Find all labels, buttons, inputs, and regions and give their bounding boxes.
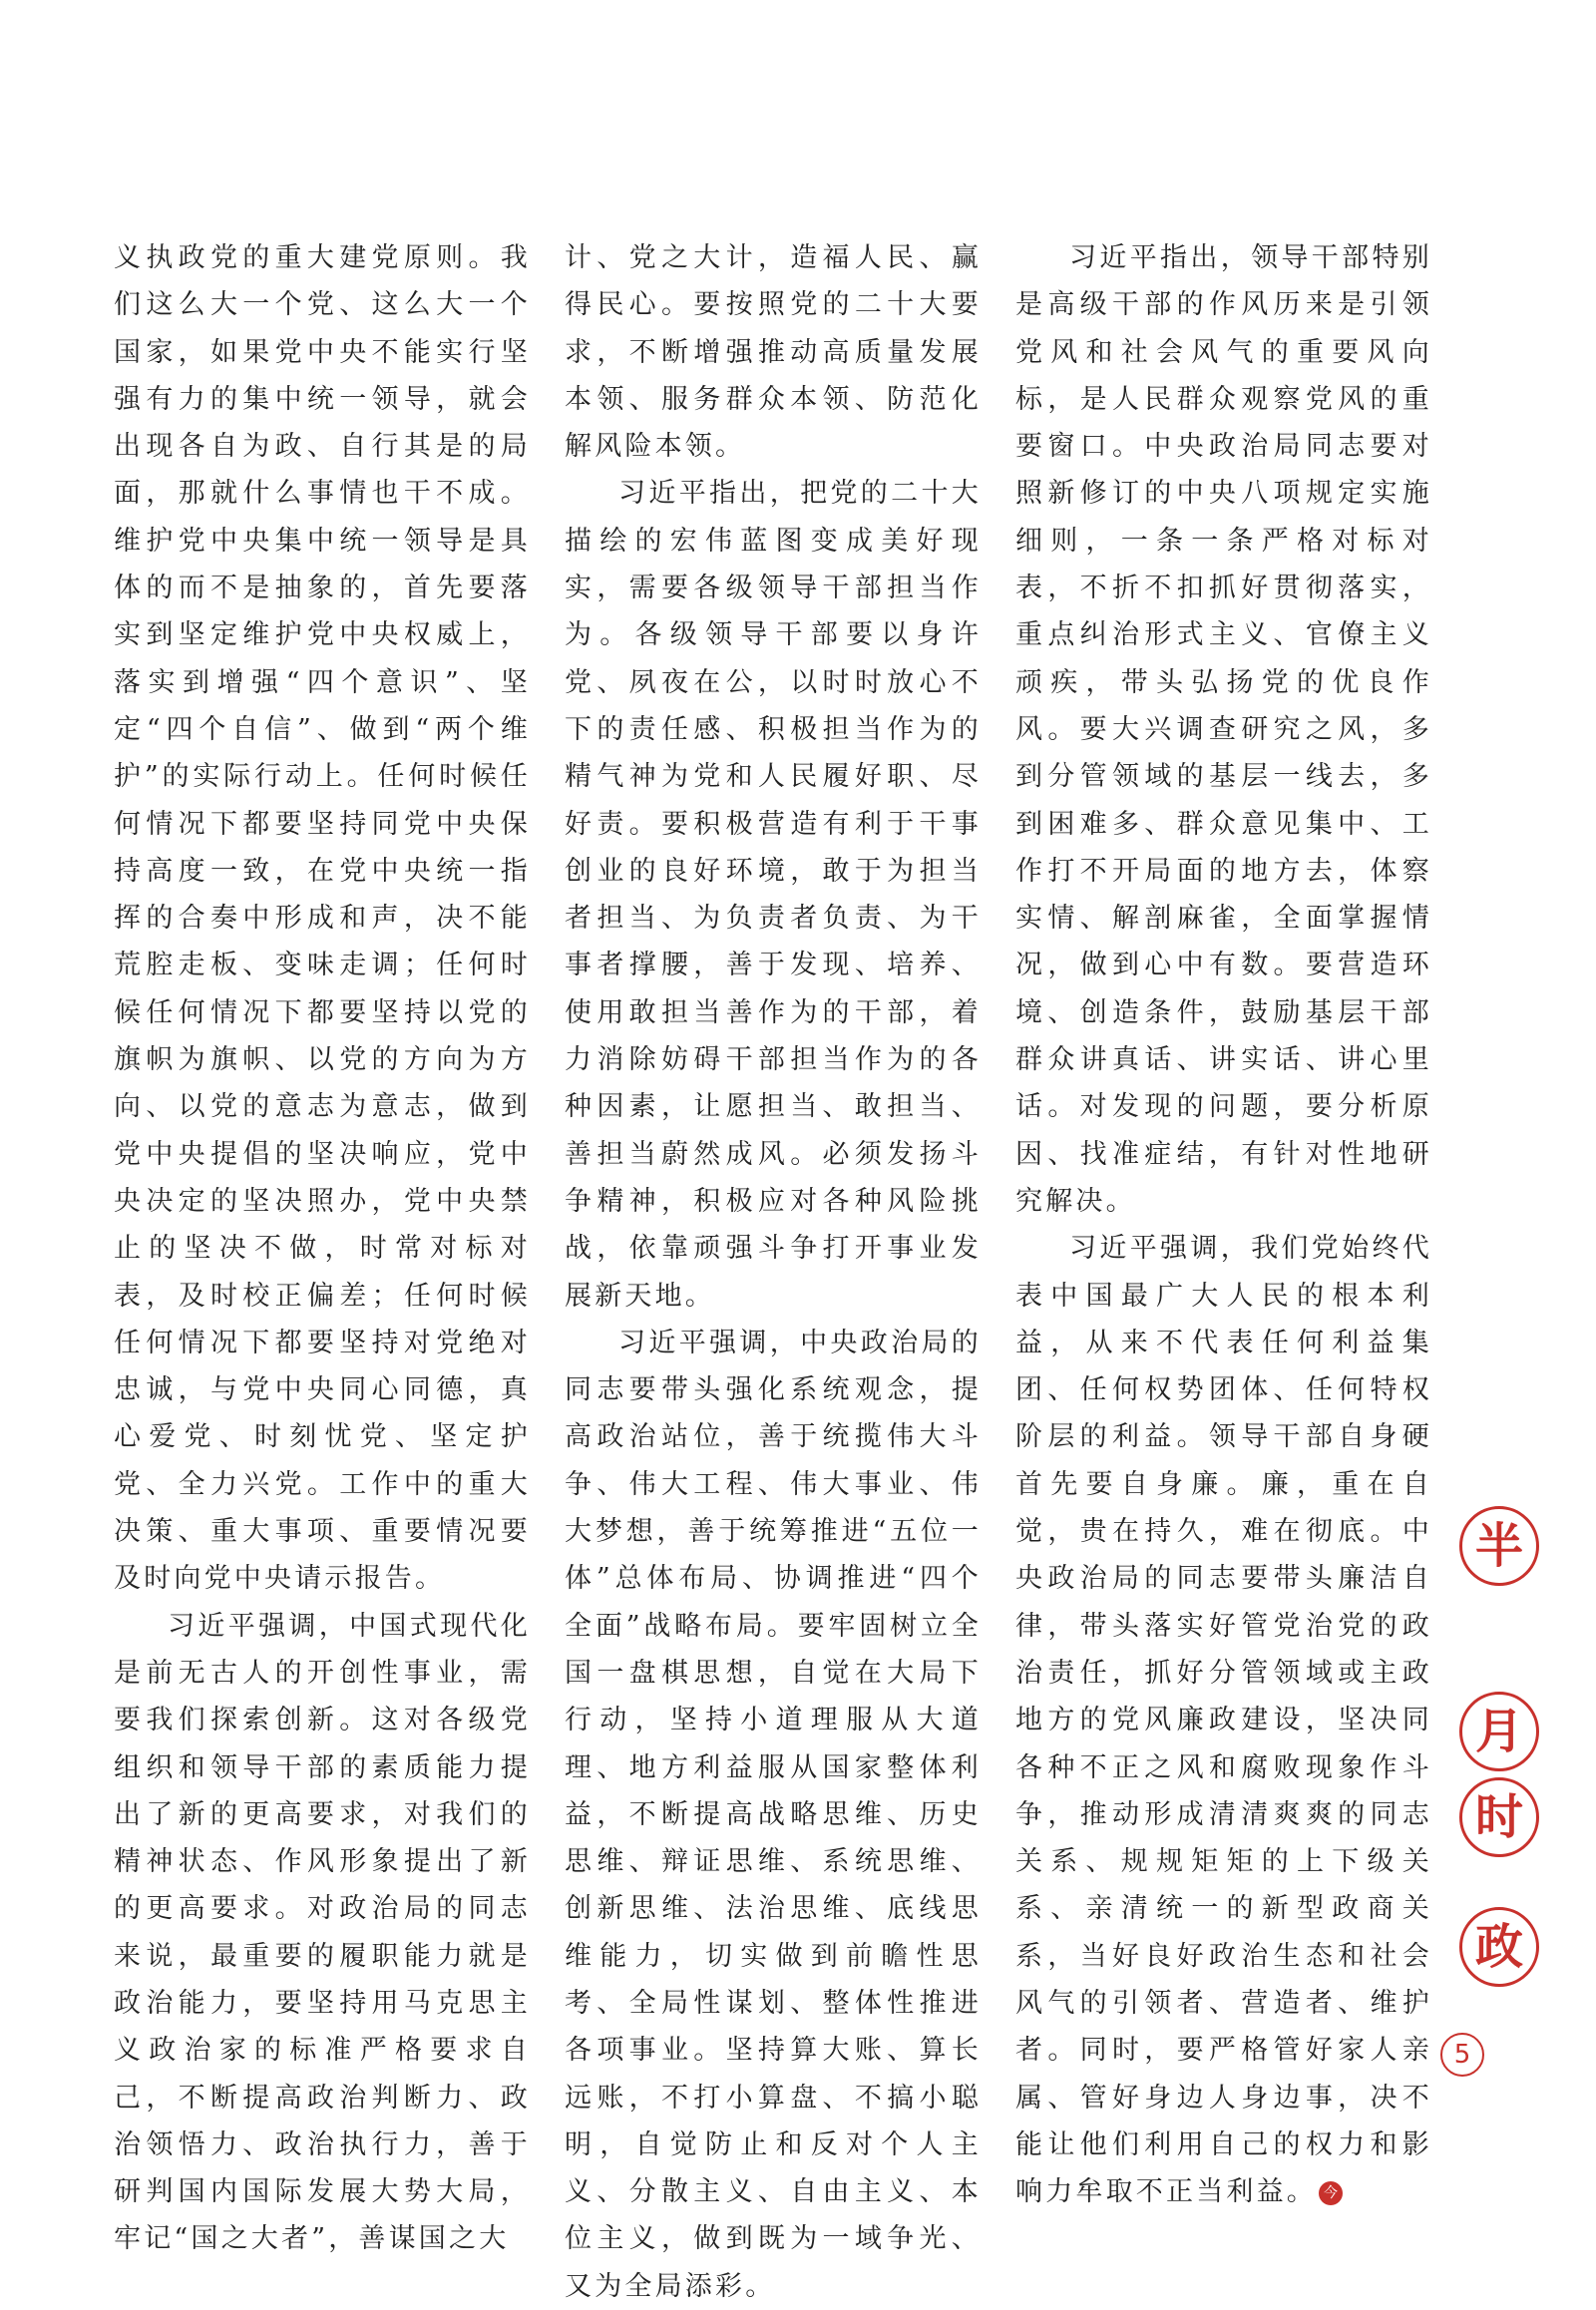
side-label-char: 半 — [1459, 1506, 1539, 1586]
paragraph: 习近平指出，把党的二十大描绘的宏伟蓝图变成美好现实，需要各级领导干部担当作为。各级领导干部要以身许党、夙夜在公，以时时放心不下的责任感、积极担当作为的精气神为党和人民履好职、尽好责。要积极营造有利于干事创业的良好环境，敢于为担当者担当、为负责者负责、为干事者撑腰，善于发现、培养、使用敢担当善作为的干部，着力消除妨碍干部担当作为的各种因素，让愿担当、敢担当、善担当蔚然成风。必须发扬斗争精神，积极应对各种风险挑战，依靠顽强斗争打开事业发展新天地。 — [565, 478, 982, 1312]
column-3 — [1015, 234, 1432, 2215]
end-mark-icon: 今 — [1319, 2181, 1343, 2205]
side-label-char: 政 — [1459, 1907, 1539, 1987]
paragraph: 义执政党的重大建党原则。我们这么大一个党、这么大一个国家，如果党中央不能实行坚强有力的集中统一领导，就会出现各自为政、自行其是的局面，那就什么事情也干不成。维护党中央集中统一领导是具体的而不是抽象的，首先要落实到坚定维护党中央权威上，落实到增强“四个意识”、坚定“四个自信”、做到“两个维护”的实际行动上。任何时候任何情况下都要坚持同党中央保持高度一致，在党中央统一指挥的合奏中形成和声，决不能荒腔走板、变味走调；任何时候任何情况下都要坚持以党的旗帜为旗帜、以党的方向为方向、以党的意志为意志，做到党中央提倡的坚决响应，党中央决定的坚决照办，党中央禁止的坚决不做，时常对标对表，及时校正偏差；任何时候任何情况下都要坚持对党绝对忠诚，与党中央同心同德，真心爱党、时刻忧党、坚定护党、全力兴党。工作中的重大决策、重大事项、重要情况要及时向党中央请示报告。 — [114, 242, 531, 1595]
paragraph — [1015, 1225, 1432, 2215]
paragraph: 习近平强调，中国式现代化是前无古人的开创性事业，需要我们探索创新。这对各级党组织和领导干部的素质能力提出了新的更高要求，对我们的精神状态、作风形象提出了新的更高要求。对政治局的同志来说，最重要的履职能力就是政治能力，要坚持用马克思主义政治家的标准严格要求自己，不断提高政治判断力、政治领悟力、政治执行力，善于研判国内国际发展大势大局，牢记“国之大者”，善谋国之大 — [114, 1610, 531, 2255]
column-1 — [114, 234, 531, 2263]
side-label-char: 月 — [1459, 1692, 1539, 1771]
paragraph: 习近平指出，领导干部特别是高级干部的作风历来是引领党风和社会风气的重要风向标，是人民群众观察党风的重要窗口。中央政治局同志要对照新修订的中央八项规定实施细则，一条一条严格对标对表，不折不扣抓好贯彻落实，重点纠治形式主义、官僚主义顽疾，带头弘扬党的优良作风。要大兴调查研究之风，多到分管领域的基层一线去，多到困难多、群众意见集中、工作打不开局面的地方去，体察实情、解剖麻雀，全面掌握情况，做到心中有数。要营造环境、创造条件，鼓励基层干部群众讲真话、讲实话、讲心里话。对发现的问题，要分析原因、找准症结，有针对性地研究解决。 — [1015, 242, 1432, 1217]
paragraph: 计、党之大计，造福人民、赢得民心。要按照党的二十大要求，不断增强推动高质量发展本领、服务群众本领、防范化解风险本领。 — [565, 242, 982, 463]
page-number: 5 — [1440, 2033, 1484, 2077]
paragraph-text: 习近平强调，我们党始终代表中国最广大人民的根本利益，从来不代表任何利益集团、任何权势团体、任何特权阶层的利益。领导干部自身硬首先要自身廉。廉，重在自觉，贵在持久，难在彻底。中央政治局的同志要带头廉洁自律，带头落实好管党治党的政治责任，抓好分管领域或主政地方的党风廉政建设，坚决同各种不正之风和腐败现象作斗争，推动形成清清爽爽的同志关系、规规矩矩的上下级关系、亲清统一的新型政商关系，当好良好政治生态和社会风气的引领者、营造者、维护者。同时，要严格管好家人亲属、管好身边人身边事，决不能让他们利用自己的权力和影响力牟取不正当利益。 — [1015, 1233, 1432, 2208]
side-label-char: 时 — [1459, 1777, 1539, 1857]
paragraph: 习近平强调，中央政治局的同志要带头强化系统观念，提高政治站位，善于统揽伟大斗争、伟大工程、伟大事业、伟大梦想，善于统筹推进“五位一体”总体布局、协调推进“四个全面”战略布局。要牢固树立全国一盘棋思想，自觉在大局下行动，坚持小道理服从大道理、地方利益服从国家整体利益，不断提高战略思维、历史思维、辩证思维、系统思维、创新思维、法治思维、底线思维能力，切实做到前瞻性思考、全局性谋划、整体性推进各项事业。坚持算大账、算长远账，不打小算盘、不搞小聪明，自觉防止和反对个人主义、分散主义、自由主义、本位主义，做到既为一域争光、又为全局添彩。 — [565, 1327, 982, 2302]
column-2 — [565, 234, 982, 2310]
